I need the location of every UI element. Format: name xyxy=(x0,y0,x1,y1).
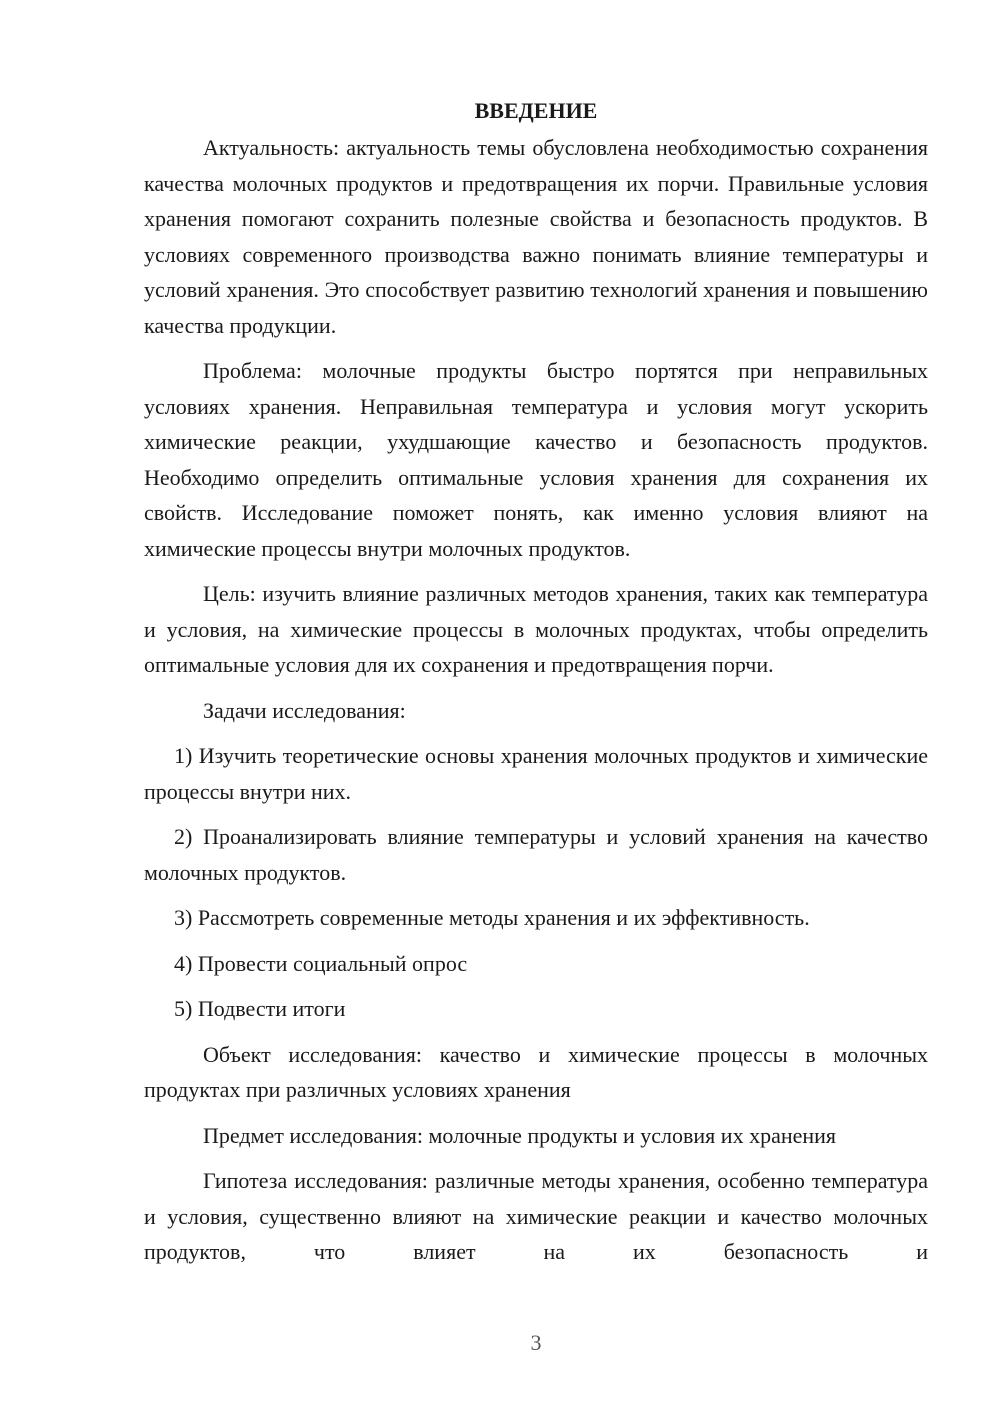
page-title: ВВЕДЕНИЕ xyxy=(474,98,598,123)
task-item-4: 4) Провести социальный опрос xyxy=(174,950,468,976)
task-item-5: 5) Подвести итоги xyxy=(174,996,346,1021)
paragraph-problem: Проблема: молочные продукты быстро портятся при неправильных условиях хранения. Неправильная температура и условия могут ускорить химические реакции, ухудшающие качество и безопасность продуктов. Необходимо определить оптимальные условия хранения для сохранения их свойств. Исследование поможет понять, как именно условия влияют на химические процессы внутри молочных продуктов. xyxy=(144,358,928,561)
paragraph-goal: Цель: изучить влияние различных методов хранения, таких как температура и условия, на химические процессы в молочных продуктах, чтобы определить оптимальные условия для их сохранения и предотвращения порчи. xyxy=(144,581,928,677)
task-item-3: 3) Рассмотреть современные методы хранения и их эффективность. xyxy=(174,905,810,930)
paragraph-hypothesis: Гипотеза исследования: различные методы хранения, особенно температура и условия, существенно влияют на химические реакции и качество молочных продуктов, что влияет на их безопасность и xyxy=(144,1168,928,1264)
task-item-1: 1) Изучить теоретические основы хранения молочных продуктов и химические процессы внутри них. xyxy=(144,743,928,804)
paragraph-subject: Предмет исследования: молочные продукты и условия их хранения xyxy=(203,1122,837,1148)
paragraph-relevance: Актуальность: актуальность темы обусловлена необходимостью сохранения качества молочных продуктов и предотвращения их порчи. Правильные условия хранения помогают сохранить полезные свойства и безопасность продуктов. В условиях современного производства важно понимать влияние температуры и условий хранения. Это способствует развитию технологий хранения и повышению качества продукции. xyxy=(144,135,928,338)
document-page xyxy=(144,92,928,1270)
paragraph-tasks-intro: Задачи исследования: xyxy=(203,697,406,723)
task-item-2: 2) Проанализировать влияние температуры и условий хранения на качество молочных продуктов. xyxy=(144,824,928,885)
page-number: 3 xyxy=(530,1330,542,1355)
paragraph-object: Объект исследования: качество и химические процессы в молочных продуктах при различных условиях хранения xyxy=(144,1041,928,1102)
